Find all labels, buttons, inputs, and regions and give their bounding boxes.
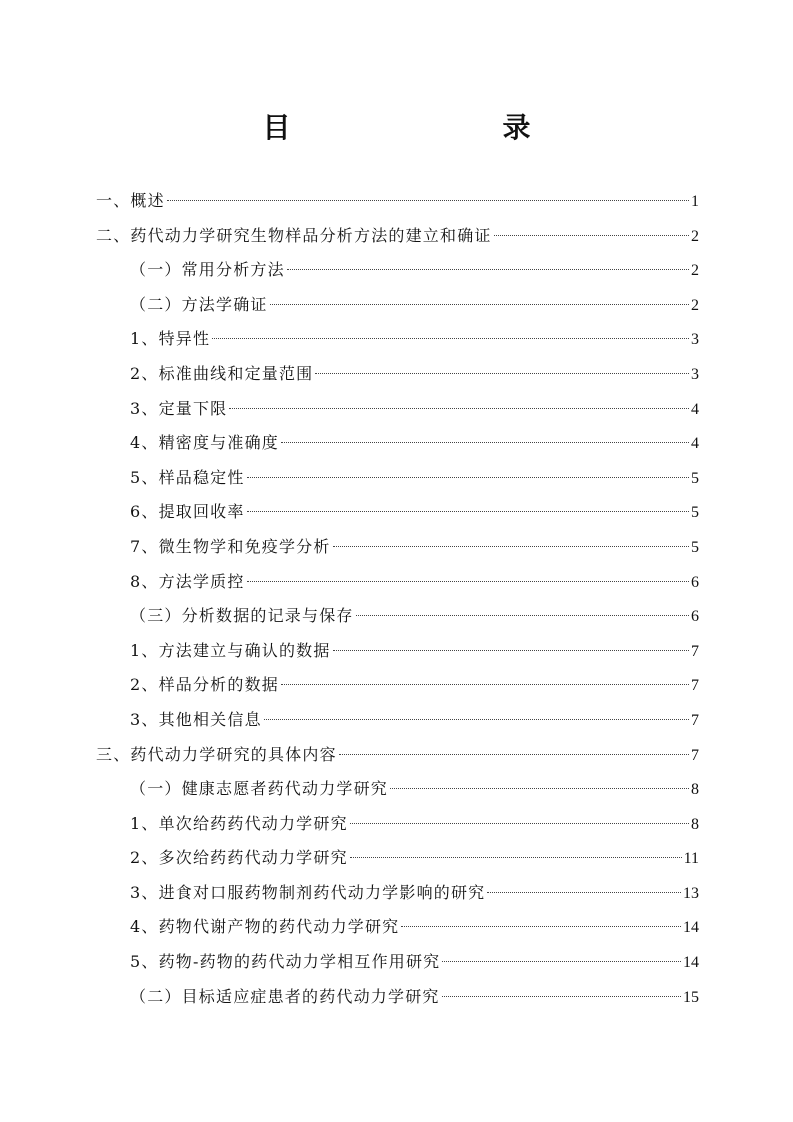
toc-entry-page-number: 15 xyxy=(683,988,699,1006)
toc-entry-title: 一、概述 xyxy=(96,191,165,210)
toc-entry-title: 8、方法学质控 xyxy=(130,571,245,591)
toc-entry[interactable] xyxy=(96,982,699,1017)
toc-entry-page-number: 14 xyxy=(683,919,699,937)
dot-leader xyxy=(281,684,689,685)
dot-leader xyxy=(356,615,689,616)
toc-entry-page-number: 13 xyxy=(683,884,699,902)
toc-entry-title: 二、药代动力学研究生物样品分析方法的建立和确证 xyxy=(96,225,492,245)
toc-entry[interactable] xyxy=(96,878,699,913)
dot-leader xyxy=(247,511,689,512)
toc-entry-page-number: 6 xyxy=(691,573,699,591)
toc-entry-title: 7、微生物学和免疫学分析 xyxy=(130,536,331,556)
dot-leader xyxy=(247,581,689,582)
toc-entry-title: 6、提取回收率 xyxy=(130,502,245,522)
toc-entry-title: 1、特异性 xyxy=(130,329,211,349)
toc-entry-page-number: 5 xyxy=(691,538,699,556)
toc-entry[interactable] xyxy=(96,567,699,602)
toc-entry-title: （三）分析数据的记录与保存 xyxy=(130,606,354,626)
toc-entry-page-number: 3 xyxy=(691,365,699,383)
toc-entry[interactable] xyxy=(96,532,699,567)
toc-entry-title: 4、精密度与准确度 xyxy=(130,433,279,453)
toc-entry-page-number: 14 xyxy=(683,954,699,972)
toc-entry-page-number: 5 xyxy=(691,504,699,522)
toc-entry-page-number: 2 xyxy=(691,296,699,314)
toc-entry-title: 1、方法建立与确认的数据 xyxy=(130,640,331,660)
toc-entry[interactable] xyxy=(96,324,699,359)
toc-entry[interactable] xyxy=(96,428,699,463)
toc-entry-title: 3、其他相关信息 xyxy=(130,709,262,729)
dot-leader xyxy=(287,269,689,270)
toc-entry-page-number: 2 xyxy=(691,227,699,245)
toc-entry[interactable] xyxy=(96,774,699,809)
table-of-contents xyxy=(96,186,699,1016)
dot-leader xyxy=(333,650,689,651)
dot-leader xyxy=(281,442,689,443)
dot-leader xyxy=(350,823,689,824)
toc-entry-title: 5、药物-药物的药代动力学相互作用研究 xyxy=(130,952,441,972)
dot-leader xyxy=(494,235,689,236)
toc-entry-page-number: 3 xyxy=(691,331,699,349)
dot-leader xyxy=(333,546,689,547)
toc-entry[interactable] xyxy=(96,290,699,325)
toc-entry[interactable] xyxy=(96,809,699,844)
toc-entry-title: （一）健康志愿者药代动力学研究 xyxy=(130,779,389,799)
dot-leader xyxy=(390,788,689,789)
toc-entry-page-number: 4 xyxy=(691,400,699,418)
dot-leader xyxy=(442,961,681,962)
toc-entry[interactable] xyxy=(96,947,699,982)
toc-entry-page-number: 7 xyxy=(691,642,699,660)
toc-entry[interactable] xyxy=(96,463,699,498)
toc-entry[interactable] xyxy=(96,912,699,947)
toc-entry[interactable] xyxy=(96,705,699,740)
dot-leader xyxy=(315,373,689,374)
page-title: 目 录 xyxy=(262,111,583,144)
toc-entry[interactable] xyxy=(96,601,699,636)
toc-entry-page-number: 8 xyxy=(691,815,699,833)
toc-entry-page-number: 7 xyxy=(691,746,699,764)
dot-leader xyxy=(401,926,681,927)
toc-entry[interactable] xyxy=(96,221,699,256)
toc-entry[interactable] xyxy=(96,359,699,394)
toc-entry[interactable] xyxy=(96,394,699,429)
toc-entry-page-number: 7 xyxy=(691,711,699,729)
toc-entry-title: 3、进食对口服药物制剂药代动力学影响的研究 xyxy=(130,882,486,902)
toc-entry-title: （二）方法学确证 xyxy=(130,294,268,314)
toc-entry[interactable] xyxy=(96,255,699,290)
toc-entry-page-number: 1 xyxy=(691,193,699,210)
toc-entry-page-number: 8 xyxy=(691,781,699,799)
toc-entry-title: （一）常用分析方法 xyxy=(130,260,285,280)
dot-leader xyxy=(167,200,689,201)
dot-leader xyxy=(229,408,689,409)
toc-entry-title: 三、药代动力学研究的具体内容 xyxy=(96,744,337,764)
toc-entry-title: 3、定量下限 xyxy=(130,398,228,418)
toc-entry[interactable] xyxy=(96,740,699,775)
toc-entry-page-number: 5 xyxy=(691,469,699,487)
toc-entry[interactable] xyxy=(96,670,699,705)
dot-leader xyxy=(442,996,681,997)
toc-entry-title: 4、药物代谢产物的药代动力学研究 xyxy=(130,917,400,937)
toc-entry-title: 2、多次给药药代动力学研究 xyxy=(130,848,348,868)
dot-leader xyxy=(350,857,682,858)
dot-leader xyxy=(487,892,681,893)
dot-leader xyxy=(270,304,689,305)
toc-entry[interactable] xyxy=(96,843,699,878)
toc-entry-title: 2、标准曲线和定量范围 xyxy=(130,363,314,383)
toc-entry-title: （二）目标适应症患者的药代动力学研究 xyxy=(130,986,440,1006)
toc-entry[interactable] xyxy=(96,636,699,671)
dot-leader xyxy=(212,338,689,339)
toc-entry-page-number: 4 xyxy=(691,435,699,453)
toc-entry-title: 5、样品稳定性 xyxy=(130,467,245,487)
toc-entry-page-number: 7 xyxy=(691,677,699,695)
toc-entry-title: 2、样品分析的数据 xyxy=(130,675,279,695)
toc-entry-page-number: 6 xyxy=(691,608,699,626)
toc-entry[interactable] xyxy=(96,186,699,221)
dot-leader xyxy=(264,719,689,720)
toc-entry-page-number: 11 xyxy=(683,850,699,868)
toc-entry-page-number: 2 xyxy=(691,262,699,280)
dot-leader xyxy=(247,477,689,478)
toc-entry-title: 1、单次给药药代动力学研究 xyxy=(130,813,348,833)
dot-leader xyxy=(339,754,689,755)
toc-entry[interactable] xyxy=(96,497,699,532)
